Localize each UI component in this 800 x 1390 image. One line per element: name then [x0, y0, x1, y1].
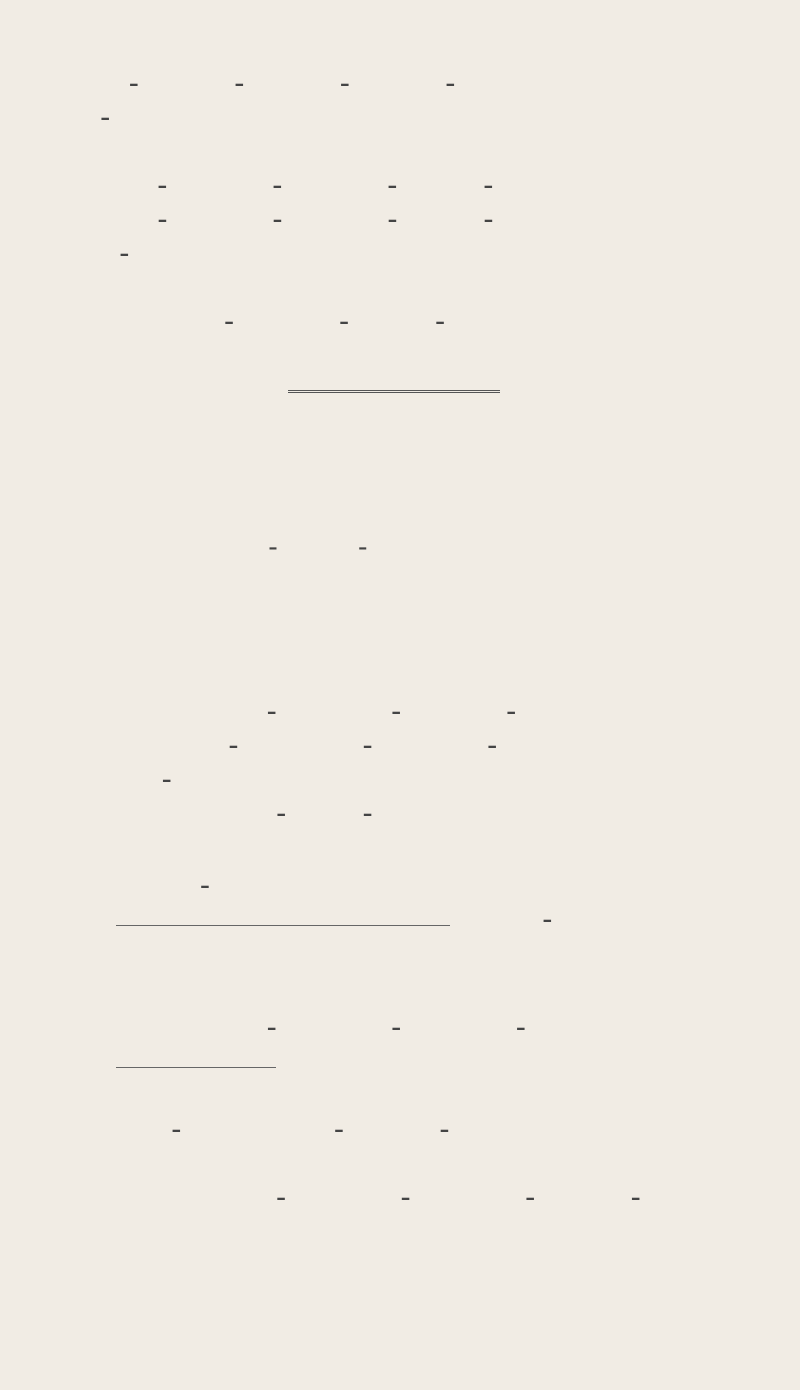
list-item: - - - — [114, 1112, 450, 1147]
ditto-rule — [116, 1067, 276, 1068]
toc-entry: - - - - — [62, 66, 456, 101]
toc-entry: - — [62, 236, 130, 271]
subsection-heading: - - — [100, 530, 369, 563]
toc-entry: - - - - — [100, 168, 494, 203]
list-item: - - — [114, 796, 373, 831]
list-item: - — [114, 762, 172, 797]
list-item: - — [114, 868, 210, 903]
list-item: - - - — [114, 728, 498, 763]
list-item: - - - — [114, 694, 517, 729]
toc-entry: - — [62, 100, 111, 135]
toc-entry: - - - - — [62, 202, 494, 237]
list-item: - — [466, 902, 553, 937]
list-item: - - - - — [152, 1180, 641, 1215]
list-item: - - - — [114, 1010, 526, 1045]
section-divider — [288, 390, 500, 393]
ditto-rule — [116, 925, 450, 926]
toc-entry: - - - — [100, 304, 446, 339]
